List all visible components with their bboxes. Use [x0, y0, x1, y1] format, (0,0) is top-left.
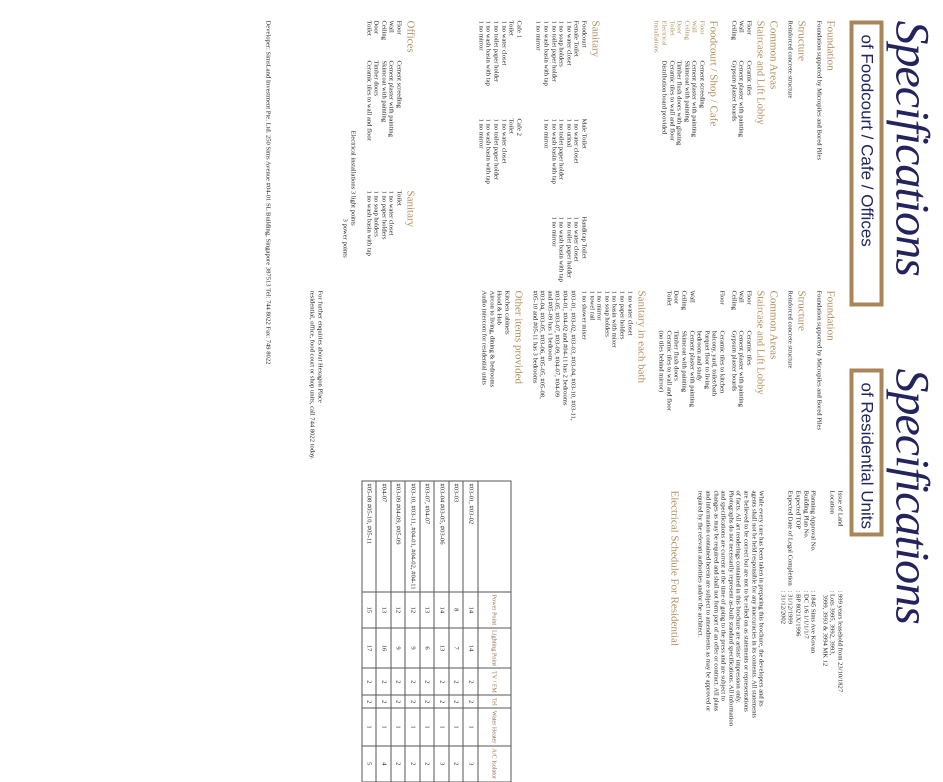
left-common-heading: Common Areas: [766, 20, 779, 89]
table-cell: 15: [362, 592, 377, 627]
sanitary-line: Foodcourt: [580, 20, 587, 48]
left-structure-heading: Structure: [795, 20, 808, 61]
left-foodcourt-row: [697, 20, 705, 180]
table-cell: #03-09 #04-09, #05-09: [391, 481, 406, 592]
sanitary-line: Handicap Toilet: [580, 216, 587, 259]
table-cell: 12: [391, 592, 406, 627]
table-cell: 2: [463, 695, 478, 708]
sanitary-col-cafe2: [476, 118, 522, 208]
disclaimer-line: required by the relevant authorities and/or the architect.: [696, 490, 704, 637]
bath-line: 1 towel rail: [587, 290, 595, 321]
table-cell: 9: [405, 627, 420, 668]
left-common-row: [744, 20, 752, 180]
sanitary-line: 1 no soap holders: [557, 20, 565, 67]
table-cell: 4: [376, 745, 391, 781]
left-common-row: [737, 20, 745, 180]
table-cell: 9: [391, 627, 406, 668]
table-cell: 7: [449, 627, 464, 668]
sanitary-line: Cafe 1: [514, 20, 522, 38]
electrical-line: 3 power points: [341, 218, 349, 258]
row-value: : 31/12/1999: [786, 590, 794, 624]
row-value: Gypsum plaster boards: [729, 60, 737, 121]
row-key: Ceiling: [729, 290, 737, 310]
offices-sanitary-heading: Sanitary: [404, 190, 416, 227]
table-cell: 2: [463, 668, 478, 695]
unit-list-line: #03-01, #03-02, #03-03, #03-04, #03-10, #03-11,: [568, 290, 576, 420]
sanitary-bath-heading: Sanitary in each bath: [634, 290, 647, 383]
offices-electrical: [341, 130, 356, 350]
row-key: Wall: [387, 20, 395, 33]
row-key: Expected Date of Legal Completion: [786, 490, 794, 586]
row-value: Cement screeding: [395, 60, 402, 108]
row-key: Expected TOP: [794, 490, 802, 529]
sanitary-line: 1 no toilet paper holder: [492, 20, 500, 82]
sanitary-line: 1 no wash basin with tap: [484, 20, 492, 86]
offices-sanitary: [364, 190, 423, 330]
table-cell: 14: [434, 592, 449, 627]
sanitary-line: 1 no water closet: [499, 20, 507, 65]
table-header-cell: Lighting Point: [478, 627, 511, 668]
right-structure-text: Reinforced concrete structure: [786, 290, 794, 368]
table-cell: 2: [449, 668, 464, 695]
row-key: Wall: [690, 20, 698, 33]
unit-row: [672, 290, 680, 480]
row-value: Ceramic tiles: [744, 60, 752, 95]
left-common-row: [729, 20, 737, 180]
row-key: Building Plan No.: [801, 490, 809, 538]
sanitary-line: 1 no mirror: [542, 118, 550, 149]
row-key: Wall: [737, 20, 745, 33]
sanitary-line: 1 no toilet paper holder: [557, 118, 565, 180]
offices-row: [364, 20, 372, 180]
row-value: : BP 8021X/1996: [794, 590, 802, 636]
table-header-cell: TV / FM: [478, 668, 511, 695]
sanitary-line: 1 no water closet: [499, 118, 507, 163]
row-value: Cement plaster with painting: [737, 330, 745, 407]
sanitary-line: Female Toilet: [572, 20, 580, 57]
row-value: Gypsum plaster boards: [729, 330, 737, 391]
table-cell: #03-04 #03-05, #03-06: [434, 481, 449, 592]
bath-line: 1 no mirror: [595, 290, 603, 321]
table-cell: 2: [405, 695, 420, 708]
unit-row: [687, 290, 695, 480]
table-cell: 5: [362, 745, 377, 781]
sanitary-line: 1 no water closet: [572, 216, 580, 261]
unit-row: [679, 290, 687, 480]
table-cell: 1: [463, 708, 478, 746]
unit-row: [664, 290, 672, 480]
table-cell: 1: [434, 708, 449, 746]
others-heading: Other items provided: [511, 290, 524, 384]
table-cell: 16: [376, 627, 391, 668]
table-cell: 2: [420, 668, 435, 695]
offices-heading: Offices: [404, 20, 416, 53]
row-value: Cement screeding: [698, 60, 706, 108]
bath-line: 1 no soap holders: [602, 290, 610, 337]
issue-row: [820, 490, 828, 705]
row-value: Cement plaster with painting: [387, 60, 395, 137]
row-key: Location: [828, 490, 836, 514]
left-foundation-heading: Foundation: [824, 20, 836, 71]
row-value: Timber flush doors: [672, 330, 680, 381]
sanitary-line: 1 no wash basin with tap: [549, 118, 557, 184]
row-key: Ceiling: [379, 20, 387, 40]
table-cell: 13: [376, 592, 391, 627]
left-sanitary-heading: Sanitary: [589, 20, 601, 57]
left-foodcourt-heading: Foodcourt / Shop / Cafe: [707, 20, 720, 126]
sanitary-col-female: [534, 20, 587, 110]
sanitary-line: Cafe 2: [514, 118, 522, 136]
table-cell: 12: [405, 592, 420, 627]
table-cell: 2: [405, 668, 420, 695]
row-key: Electrical Installations: [652, 20, 668, 53]
issue-row: [835, 490, 843, 705]
right-common-row: [737, 290, 745, 480]
bath-line: 1 no paper holders: [618, 290, 626, 339]
row-value: Ceramic tiles: [744, 330, 752, 365]
row-key: Ceiling: [729, 20, 737, 40]
row-value: : DC 1/6 1/1/1/1/7: [801, 590, 809, 639]
disclaimer-line: are believed to be correct but are not to be relied on as statements or representations: [742, 490, 750, 712]
row-key: Toilet: [664, 290, 672, 306]
row-value: : 31/12/2002: [778, 590, 786, 624]
row-value: Ceramic tiles to wall and floor: [667, 60, 675, 141]
row-key: Door: [372, 20, 380, 34]
right-subtitle-box: [849, 368, 883, 536]
table-header-row: [478, 481, 511, 782]
offices-row: [379, 20, 387, 180]
row-value: Skimcoat with painting: [682, 60, 690, 122]
offices-specs: [364, 20, 423, 180]
row-value: Skimcoat with painting: [379, 60, 387, 122]
sanitary-line: Toilet: [395, 190, 402, 206]
offices-row: [372, 20, 380, 180]
sanitary-line: 1 no water closet: [572, 118, 580, 163]
table-cell: 2: [376, 695, 391, 708]
table-cell: 1: [405, 708, 420, 746]
sanitary-line: 1 no toilet paper holder: [549, 20, 557, 82]
unit-list-line: #03-05, #03-07, #03-09, #04-07, #04-09: [553, 290, 561, 397]
sanitary-line: 1 no mirror: [476, 20, 484, 51]
row-key: Floor: [698, 20, 706, 35]
right-column-a: [480, 290, 843, 480]
table-cell: 3: [434, 745, 449, 781]
disclaimer-line: While every care has been taken in preparing this brochure, the developers and its: [757, 490, 765, 707]
issue-row: [828, 490, 836, 705]
issue-row: [786, 490, 794, 705]
unit-list-line: #03-04, #03-05, #03-06, #05-05, #05-08,: [538, 290, 546, 399]
table-header-cell: Water Heater: [478, 708, 511, 746]
table-cell: 13: [434, 627, 449, 668]
table-row: [420, 481, 435, 782]
right-common-row: [744, 290, 752, 480]
row-key: [778, 490, 786, 590]
table-cell: 2: [391, 695, 406, 708]
bath-line: 1 no water closet: [625, 290, 633, 335]
others-line: Kitchen cabinets: [502, 290, 510, 335]
sanitary-line: 1 no soap holders: [372, 190, 380, 237]
table-cell: 1: [376, 708, 391, 746]
footer-line: Developer: SimsLand Investment Pte. Ltd. 250 Sims Avenue #04-01 SL Building, Singapore 387513 Tel: 744 8022 Fax: 749 8022: [264, 20, 271, 364]
table-cell: 13: [420, 592, 435, 627]
right-foundation-text: Foundation supported by Micropiles and Bored Piles: [815, 290, 822, 430]
disclaimer-line: and specifications are current at the time of going to the press and are subject to: [719, 490, 727, 701]
left-offices: [341, 20, 423, 350]
table-cell: 2: [405, 745, 420, 781]
table-cell: 1: [362, 708, 377, 746]
table-cell: 1: [449, 708, 464, 746]
right-title: Specifications: [885, 368, 938, 624]
sanitary-line: 1 no toilet paper holder: [564, 216, 572, 278]
table-cell: 2: [449, 745, 464, 781]
table-cell: #03-10, #03-11, #04-01, #04-02, #04-11: [405, 481, 420, 592]
sanitary-line: 1 no wash basin with tap: [557, 216, 565, 282]
row-key: Floor: [744, 290, 752, 305]
row-value: 3999, 3993 & 3994 MK 12: [820, 594, 828, 666]
row-key: Issue of Land: [836, 490, 843, 526]
table-cell: 2: [420, 745, 435, 781]
electrical-line: Electrical installations 3 light points: [349, 130, 357, 226]
left-foundation-text: Foundation supported by Micropiles and Bored Piles: [815, 20, 822, 160]
table-header-cell: Tel: [478, 695, 511, 708]
row-value: Cement plaster with painting: [687, 330, 695, 407]
issue-row: [778, 490, 786, 705]
table-header-cell: [478, 481, 511, 592]
row-value: Timber flush doors with glazing: [675, 60, 683, 145]
table-row: [434, 481, 449, 782]
sanitary-line: 1 no mirror: [476, 118, 484, 149]
row-key: Toilet: [364, 20, 372, 36]
table-cell: 2: [391, 745, 406, 781]
row-value: : 1845 Sims Ave Kovan: [809, 590, 817, 653]
table-header-cell: A/C Isolator: [478, 745, 511, 781]
row-key: [820, 490, 828, 594]
left-column-a: [652, 20, 843, 180]
offices-row: [387, 20, 395, 180]
issue-row: [793, 490, 801, 705]
row-value: Skimcoat with painting: [680, 330, 688, 392]
table-cell: 2: [362, 668, 377, 695]
table-cell: 6: [420, 627, 435, 668]
sanitary-line: 1 no mirror: [549, 216, 557, 247]
disclaimer-line: changes as may be required and shall not form part of an offer or contract. All plans: [711, 490, 719, 711]
table-cell: 2: [420, 695, 435, 708]
row-value: Timber doors: [372, 60, 380, 96]
sanitary-line: 1 no toilet paper holder: [492, 118, 500, 180]
row-value: Cement plaster with painting: [737, 60, 745, 137]
row-key: Ceiling: [680, 290, 688, 310]
floor-line: Parquet floor to living: [702, 330, 710, 389]
footer-line: For further enquiries about Hexagon Place: [316, 290, 323, 403]
issue-row: [801, 490, 809, 705]
unit-floor-lines: [695, 330, 725, 480]
left-common-sub: Staircase and Lift Lobby: [753, 20, 765, 125]
row-key: Toilet: [667, 20, 675, 36]
table-cell: #03-07, #04-07: [420, 481, 435, 592]
row-key: Floor: [744, 20, 752, 35]
disclaimer-line: agents shall not be held responsible for any inaccuracies in its contents. All statements: [749, 490, 757, 718]
footer-line: residential, office, food court or shop units, call 744 8022 today.: [308, 290, 315, 460]
table-cell: 8: [449, 592, 464, 627]
row-key: [657, 290, 665, 330]
table-cell: 2: [434, 668, 449, 695]
table-cell: #03-01, #03-02: [463, 481, 478, 592]
row-key: Door: [672, 290, 680, 304]
sanitary-line: 1 no paper holders: [379, 190, 387, 239]
table-header-cell: Power Point: [478, 592, 511, 627]
table-row: [405, 481, 420, 782]
row-key: Door: [675, 20, 683, 34]
right-foundation-heading: Foundation: [824, 290, 836, 341]
left-offices-columns: [364, 20, 423, 350]
table-cell: #03-03: [449, 481, 464, 592]
table-cell: 14: [463, 627, 478, 668]
table-row: [449, 481, 464, 782]
sanitary-line: 1 no wash basin with tap: [542, 20, 550, 86]
issue-row: [809, 490, 817, 705]
unit-list-line: #04-01, #04-02 and #04-11 has 2 bedrooms: [560, 290, 568, 405]
others-line: Aircon to living, dining & bedrooms: [487, 290, 495, 387]
table-cell: 2: [376, 668, 391, 695]
sanitary-line: Toilet: [507, 20, 515, 36]
table-row: [376, 481, 391, 782]
table-cell: 2: [449, 695, 464, 708]
left-foodcourt-row: [690, 20, 698, 180]
disclaimer-line: Photographs do not necessarily represent as-built standard specifications. All information: [726, 490, 734, 726]
floor-line: Ceramic tiles to kitchen: [718, 330, 726, 393]
sanitary-line: 1 no wash basin with tap: [484, 118, 492, 184]
table-row: [391, 481, 406, 782]
electrical-schedule-table: [361, 480, 511, 782]
row-key: Planning Approval No.: [809, 490, 817, 551]
bath-line: 1 no shower mixer: [580, 290, 588, 340]
electrical-schedule-heading: Electrical Schedule For Residential: [667, 490, 680, 646]
table-cell: 1: [391, 708, 406, 746]
row-key: Wall: [687, 290, 695, 303]
right-structure-heading: Structure: [795, 290, 808, 331]
sanitary-line: 1 no urinal: [564, 118, 572, 147]
unit-floor-row: [695, 290, 725, 480]
table-cell: 2: [391, 668, 406, 695]
others-line: Hood & Hob: [495, 290, 503, 325]
sanitary-line: Toilet: [507, 118, 515, 134]
row-key: Ceiling: [682, 20, 690, 40]
left-foodcourt-row: [675, 20, 683, 180]
bath-line: 1 no basin with mixer: [610, 290, 618, 348]
left-foodcourt-row: [682, 20, 690, 180]
sanitary-line: 1 no water closet: [387, 190, 395, 235]
table-cell: #05-08 #05-10, #05-11: [362, 481, 377, 592]
table-cell: 2: [434, 695, 449, 708]
right-subtitle: of Residential Units: [857, 382, 876, 529]
right-column-b: [666, 490, 843, 726]
sanitary-line: 1 no wash basin with tap: [364, 190, 372, 256]
row-key: Floor: [395, 20, 402, 35]
left-subtitle-box: [849, 20, 883, 306]
table-cell: 3: [463, 745, 478, 781]
unit-list-line: and #05-09 has 1 bedroom: [545, 290, 553, 361]
offices-row: [394, 20, 402, 180]
unit-row: [657, 290, 665, 480]
disclaimer-line: of facts. All art renderings contained in this brochure are artists' impression only.: [734, 490, 742, 703]
sanitary-line: 1 no mirror: [534, 20, 542, 51]
table-cell: 14: [463, 592, 478, 627]
sanitary-col-cafe1: [476, 20, 522, 110]
row-key: Floor: [718, 290, 726, 305]
unit-list-line: #05-10 and #05-11 has 3 bedrooms: [530, 290, 538, 383]
row-value: (no tiles behind mirror): [657, 330, 665, 392]
row-key: Wall: [737, 290, 745, 303]
right-common-row: [729, 290, 737, 480]
table-cell: 1: [420, 708, 435, 746]
left-structure-text: Reinforced concrete structure: [786, 20, 794, 98]
floor-line: balcony, yard, toilet/bath: [710, 330, 718, 396]
footer-developer: [263, 20, 271, 364]
table-cell: 17: [362, 627, 377, 668]
row-value: Cement plaster with painting: [690, 60, 698, 137]
others-line: Audio intercom for residential units: [480, 290, 488, 385]
sanitary-line: Male Toilet: [580, 118, 587, 149]
row-value: Ceramic tiles to wall and floor: [364, 60, 372, 141]
table-row: [463, 481, 478, 782]
left-title: Specifications: [885, 20, 938, 276]
row-value: Ceramic tiles to wall and floor: [664, 330, 672, 411]
footer: [307, 290, 323, 459]
row-value: : 999 years leasehold from 23/10/1827: [836, 590, 843, 692]
right-common-sub: Staircase and Lift Lobby: [753, 290, 765, 395]
left-subtitle: of Foodcourt / Cafe / Offices: [857, 34, 876, 247]
table-cell: 2: [362, 695, 377, 708]
disclaimer-line: and information contained herein are subject to amendments as may be approved or: [704, 490, 712, 711]
left-foodcourt-row: [667, 20, 675, 180]
floor-line: bedroom and study: [695, 330, 703, 381]
sanitary-line: 1 no water closet: [564, 20, 572, 65]
left-foodcourt-row: [652, 20, 667, 180]
right-common-heading: Common Areas: [766, 290, 779, 359]
table-cell: #04-07: [376, 481, 391, 592]
sanitary-col-male: [534, 118, 587, 208]
row-value: : Lots 3995, 3992, 3993,: [828, 590, 836, 655]
row-value: Distribution board provided: [660, 60, 668, 134]
table-row: [362, 481, 377, 782]
